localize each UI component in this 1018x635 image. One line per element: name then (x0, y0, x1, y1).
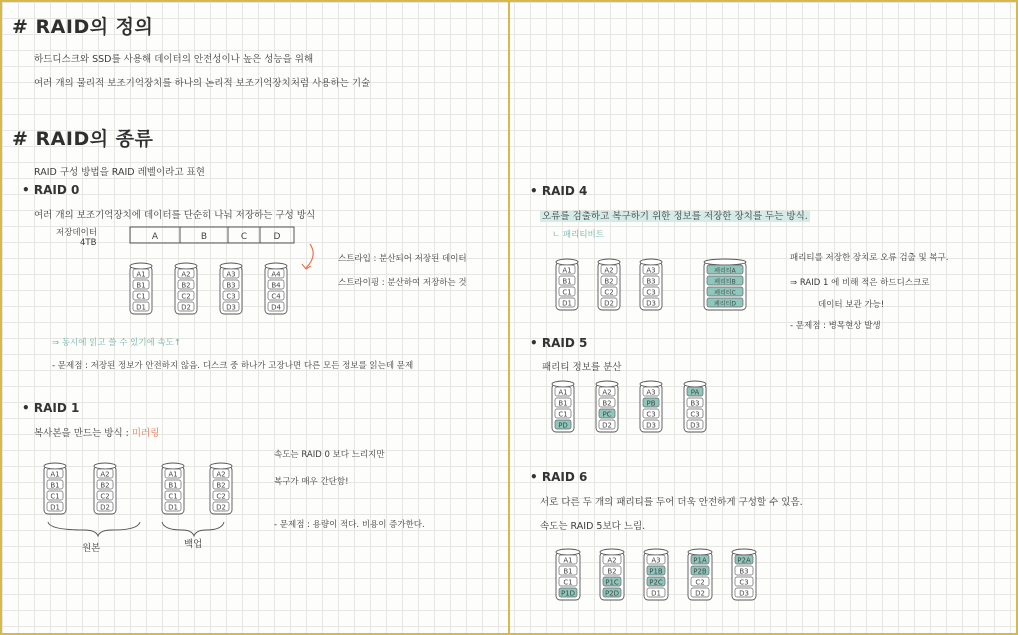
raid6-disk (732, 549, 756, 600)
raid5-disk (684, 381, 706, 432)
raid5-disk-label: B1 (558, 399, 568, 408)
raid0-disk-label: D2 (181, 303, 191, 312)
raid1-disk (210, 463, 232, 514)
raid6-disk-label: P1C (605, 578, 619, 587)
raid5-disk (640, 381, 662, 432)
raid1-disk (162, 463, 184, 514)
raid5-disk-label: PD (558, 421, 568, 430)
raid5-disk-label: D3 (646, 421, 656, 430)
raid4-parity-disk-label: 패리티D (713, 300, 737, 308)
raid6-disk (600, 549, 624, 600)
raid5-disk (552, 381, 574, 432)
raid5-disk-label: D2 (602, 421, 612, 430)
raid1-mirroring: 미러링 (131, 428, 160, 439)
raid4-title: • RAID 4 (530, 184, 588, 198)
raid4-parity-disk-label: 패리티A (714, 267, 736, 275)
raid1-original-label: 원본 (82, 543, 101, 554)
raid1-title: • RAID 1 (22, 401, 80, 415)
raid1-disk-label: D2 (100, 503, 110, 512)
raid6-title: • RAID 6 (530, 470, 588, 484)
raid5-disk-label: C3 (646, 410, 656, 419)
raid5-disk-label: B3 (690, 399, 700, 408)
raid6-disk-label: C2 (695, 578, 705, 587)
raid0-disk-label: A3 (226, 270, 236, 279)
raid5-disk-label: A1 (558, 388, 568, 397)
raid5-disk-label: A2 (602, 388, 612, 397)
raid0-disk-label: A4 (271, 270, 281, 279)
raid1-disk (94, 463, 116, 514)
definition-line-1: 하드디스크와 SSD를 사용해 데이터의 안전성이나 높은 성능을 위해 (34, 54, 314, 65)
raid5-title: • RAID 5 (530, 336, 588, 350)
raid5-disk-label: PC (602, 410, 612, 419)
raid4-parity-disk (704, 259, 746, 310)
raid4-parity-bit: ㄴ 패리티비트 (552, 230, 604, 240)
raid1-disk-label: D2 (216, 503, 226, 512)
raid1-note-1: 속도는 RAID 0 보다 느리지만 (274, 450, 385, 460)
raid0-disk-label: B2 (181, 281, 191, 290)
raid6-disk (644, 549, 668, 600)
raid6-desc-2: 속도는 RAID 5보다 느림. (540, 521, 646, 532)
raid1-disk-label: C2 (100, 492, 110, 501)
raid5-disk-label: B2 (602, 399, 612, 408)
raid4-disk-group (556, 258, 796, 318)
raid1-con: - 문제점 : 용량이 적다. 비용이 증가한다. (274, 520, 425, 530)
raid6-disk-label: D2 (695, 589, 705, 598)
raid4-desc-text: 오류를 검출하고 복구하기 위한 정보를 저장한 장치를 두는 방식. (542, 211, 808, 222)
raid1-disk-label: A2 (100, 470, 110, 479)
raid5-disk-label: C3 (690, 410, 700, 419)
raid0-disk (130, 263, 152, 314)
raid1-disk-label: D1 (168, 503, 178, 512)
raid1-disk-label: B2 (216, 481, 226, 490)
raid0-disk-label: B1 (136, 281, 146, 290)
raid1-disk-label: C1 (168, 492, 178, 501)
raid6-disk (556, 549, 580, 600)
raid4-note-3: 데이터 보관 가능! (818, 300, 885, 310)
raid4-desc (540, 208, 810, 222)
raid1-disk-label: B2 (100, 481, 110, 490)
raid1-disk-label: A2 (216, 470, 226, 479)
raid6-disk-label: B1 (563, 567, 573, 576)
raid0-disk-label: C4 (271, 292, 281, 301)
definition-line-2: 여러 개의 물리적 보조기억장치를 하나의 논리적 보조기억장치처럼 사용하는 기술 (34, 78, 371, 89)
types-heading: # RAID의 종류 (12, 128, 154, 150)
raid5-disk-label: D3 (690, 421, 700, 430)
raid1-disk-label: A1 (168, 470, 178, 479)
raid4-disk (598, 259, 620, 310)
data-cell-c: C (240, 232, 248, 242)
raid4-disk-label: B1 (562, 277, 572, 286)
raid1-note-2: 복구가 매우 간단함! (274, 477, 349, 487)
raid0-disk (175, 263, 197, 314)
raid4-parity-disk-label: 패리티B (714, 278, 736, 286)
raid6-disk (688, 549, 712, 600)
raid6-disk-group (556, 548, 776, 608)
raid1-desc (34, 425, 159, 439)
raid6-disk-label: P1B (649, 567, 663, 576)
raid6-disk-label: D3 (739, 589, 749, 598)
raid6-disk-label: B2 (607, 567, 617, 576)
raid1-disk (44, 463, 66, 514)
raid6-disk-label: A1 (563, 556, 573, 565)
raid6-disk-label: B3 (739, 567, 749, 576)
types-intro: RAID 구성 방법을 RAID 레벨이라고 표현 (34, 167, 205, 178)
raid0-disk-label: D4 (271, 303, 281, 312)
raid5-disk-label: A3 (646, 388, 656, 397)
raid4-disk-label: B2 (604, 277, 614, 286)
definition-heading: # RAID의 정의 (12, 16, 154, 38)
raid6-disk-label: C1 (563, 578, 573, 587)
page-divider (508, 0, 510, 635)
raid6-disk-label: P1D (560, 589, 576, 598)
raid4-disk-label: D3 (646, 299, 656, 308)
raid5-disk-group (552, 380, 752, 440)
raid5-disk (596, 381, 618, 432)
raid6-disk-label: P1A (693, 556, 707, 565)
raid1-disk-label: C2 (216, 492, 226, 501)
storage-size: 4TB (80, 238, 97, 248)
raid0-desc: 여러 개의 보조기억장치에 데이터를 단순히 나눠 저장하는 구성 방식 (34, 210, 316, 221)
striping-note: 스트라이핑 : 분산하여 저장하는 것 (338, 278, 467, 288)
raid1-desc-prefix: 복사본을 만드는 방식 : (34, 428, 132, 439)
raid5-disk-label: C1 (558, 410, 568, 419)
raid4-parity-disk-label: 패리티C (714, 289, 736, 297)
raid6-disk-label: A2 (607, 556, 617, 565)
raid6-disk-label: P2A (737, 556, 751, 565)
raid4-disk-label: C3 (646, 288, 656, 297)
raid0-pro: ⇒ 동시에 읽고 쓸 수 있기에 속도↑ (52, 338, 181, 348)
data-strip (130, 226, 300, 246)
data-cell-b: B (200, 232, 208, 242)
raid0-disk (265, 263, 287, 314)
raid0-disk-label: C3 (226, 292, 236, 301)
raid4-disk-label: A3 (646, 266, 656, 275)
stripe-note: 스트라입 : 분산되어 저장된 데이터 (338, 254, 467, 264)
raid6-disk-label: C3 (739, 578, 749, 587)
raid5-disk-label: PA (690, 388, 700, 397)
raid0-disk-group (130, 262, 300, 322)
raid4-note-1: 패리티를 저장한 장치로 오류 검출 및 복구. (790, 253, 949, 263)
raid0-disk-label: B3 (226, 281, 236, 290)
raid0-disk-label: A1 (136, 270, 146, 279)
raid0-disk-label: D1 (136, 303, 146, 312)
raid4-disk-label: D2 (604, 299, 614, 308)
raid4-disk-label: D1 (562, 299, 572, 308)
raid0-title: • RAID 0 (22, 183, 80, 197)
raid4-con: - 문제점 : 병목현상 발생 (790, 321, 881, 331)
raid0-disk-label: B4 (271, 281, 281, 290)
raid5-desc: 패리티 정보를 분산 (542, 362, 622, 373)
raid1-backup-label: 백업 (184, 539, 203, 550)
raid4-disk-label: C2 (604, 288, 614, 297)
raid4-disk-label: A2 (604, 266, 614, 275)
raid0-disk-label: C2 (181, 292, 191, 301)
raid4-disk-label: B3 (646, 277, 656, 286)
raid4-disk-label: C1 (562, 288, 572, 297)
raid6-disk-label: P2D (604, 589, 620, 598)
raid0-con: - 문제점 : 저장된 정보가 안전하지 않음. 디스크 중 하나가 고장나면 다른 모든 정보를 읽는데 문제 (52, 361, 414, 371)
raid1-disk-group (44, 462, 244, 522)
raid1-disk-label: B1 (168, 481, 178, 490)
raid0-disk-label: D3 (226, 303, 236, 312)
raid0-disk-label: A2 (181, 270, 191, 279)
storage-label: 저장데이터 (56, 228, 98, 238)
raid0-disk (220, 263, 242, 314)
data-cell-a: A (151, 232, 159, 242)
raid6-disk-label: D1 (651, 589, 661, 598)
raid6-disk-label: P2B (693, 567, 707, 576)
raid4-disk-label: A1 (562, 266, 572, 275)
raid4-note-2: ⇒ RAID 1 에 비해 적은 하드디스크로 (790, 278, 930, 288)
raid4-disk (640, 259, 662, 310)
raid6-desc-1: 서로 다른 두 개의 패리티를 두어 더욱 안전하게 구성할 수 있음. (540, 497, 803, 508)
raid1-disk-label: A1 (50, 470, 60, 479)
raid1-disk-label: B1 (50, 481, 60, 490)
raid1-disk-label: C1 (50, 492, 60, 501)
braces (44, 520, 244, 538)
raid1-disk-label: D1 (50, 503, 60, 512)
raid4-disk (556, 259, 578, 310)
raid0-disk-label: C1 (136, 292, 146, 301)
raid6-disk-label: P2C (649, 578, 663, 587)
data-cell-d: D (273, 232, 281, 242)
raid5-disk-label: PB (646, 399, 656, 408)
raid6-disk-label: A3 (651, 556, 661, 565)
